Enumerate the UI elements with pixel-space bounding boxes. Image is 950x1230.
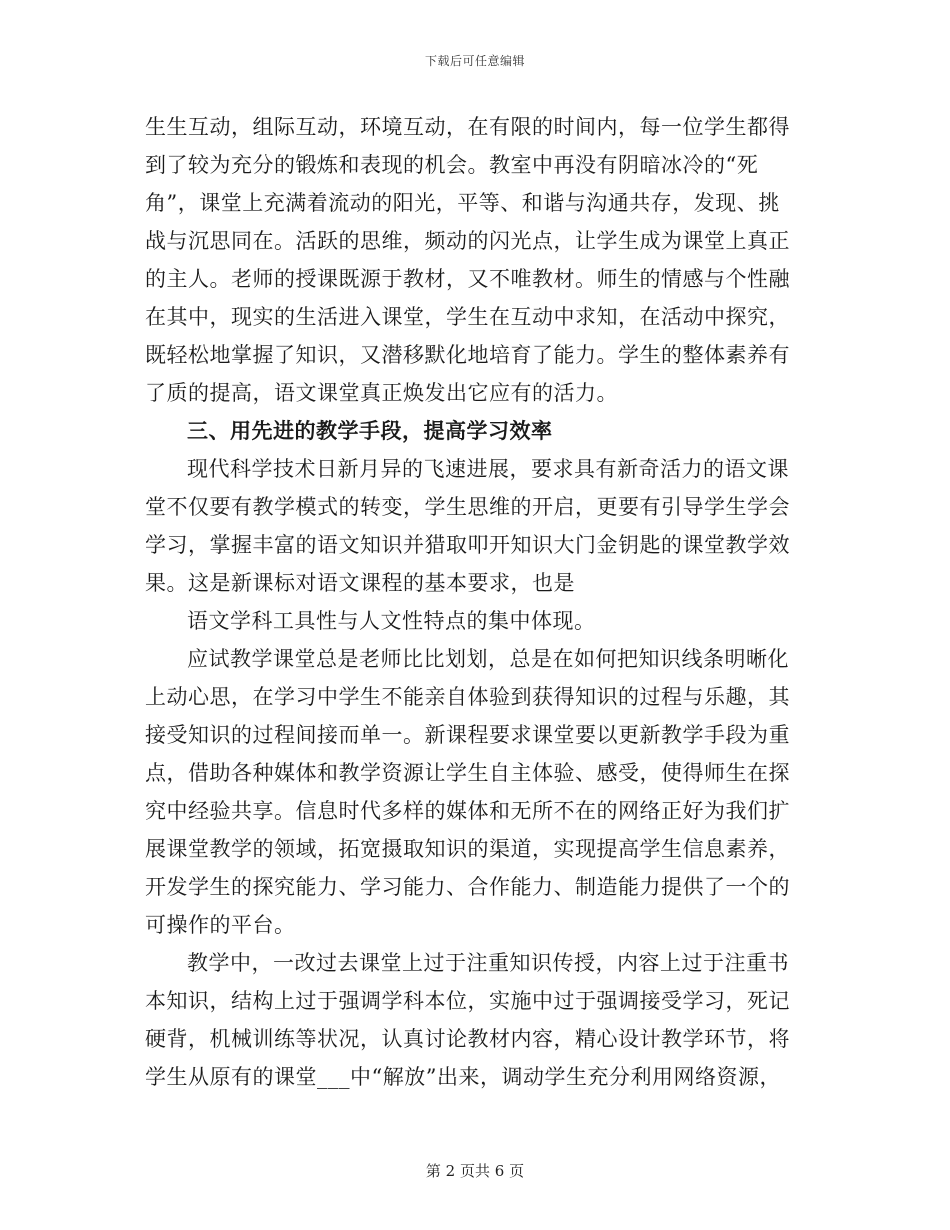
- text-line: 教学中，一改过去课堂上过于注重知识传授，内容上过于注重书: [187, 951, 789, 975]
- text-line: 堂不仅要有教学模式的转变，学生思维的开启，更要有引导学生学会: [145, 495, 790, 519]
- text-line: 生生互动，组际互动，环境互动，在有限的时间内，每一位学生都得: [145, 115, 790, 139]
- text-line: 开发学生的探究能力、学习能力、合作能力、制造能力提供了一个的: [145, 875, 790, 899]
- text-line: 学生从原有的课堂___中“解放”出来，调动学生充分利用网络资源，: [145, 1065, 781, 1089]
- text-line: 上动心思，在学习中学生不能亲自体验到获得知识的过程与乐趣，其: [145, 685, 790, 709]
- text-line: 展课堂教学的领域，拓宽摄取知识的渠道，实现提高学生信息素养，: [145, 837, 790, 861]
- text-line: 语文学科工具性与人文性特点的集中体现。: [187, 609, 596, 633]
- text-line: 本知识，结构上过于强调学科本位，实施中过于强调接受学习，死记: [145, 989, 790, 1013]
- page-footer: 第 2 页共 6 页: [425, 1162, 525, 1180]
- text-line: 到了较为充分的锻炼和表现的机会。教室中再没有阴暗冰冷的“死: [145, 153, 759, 177]
- document-body: [145, 108, 805, 1096]
- text-line: 现代科学技术日新月异的飞速进展，要求具有新奇活力的语文课: [187, 457, 789, 481]
- text-line: 角”，课堂上充满着流动的阳光，平等、和谐与沟通共存，发现、挑: [145, 191, 780, 215]
- text-line: 果。这是新课标对语文课程的基本要求，也是: [145, 571, 575, 595]
- text-line: 既轻松地掌握了知识，又潜移默化地培育了能力。学生的整体素养有: [145, 343, 790, 367]
- text-line: 战与沉思同在。活跃的思维，频动的闪光点，让学生成为课堂上真正: [145, 229, 790, 253]
- text-line: 了质的提高，语文课堂真正焕发出它应有的活力。: [145, 381, 618, 405]
- text-line: 究中经验共享。信息时代多样的媒体和无所不在的网络正好为我们扩: [145, 799, 790, 823]
- page-header: 下载后可任意编辑: [424, 54, 525, 68]
- text-line: 学习，掌握丰富的语文知识并猎取叩开知识大门金钥匙的课堂教学效: [145, 533, 790, 557]
- text-line: 可操作的平台。: [145, 913, 296, 937]
- text-line: 硬背，机械训练等状况，认真讨论教材内容，精心设计教学环节，将: [145, 1027, 790, 1051]
- text-line: 的主人。老师的授课既源于教材，又不唯教材。师生的情感与个性融: [145, 267, 790, 291]
- text-line: 在其中，现实的生活进入课堂，学生在互动中求知，在活动中探究，: [145, 305, 790, 329]
- section-heading: 三、用先进的教学手段，提高学习效率: [187, 418, 553, 443]
- text-line: 应试教学课堂总是老师比比划划，总是在如何把知识线条明晰化: [187, 647, 789, 671]
- text-line: 接受知识的过程间接而单一。新课程要求课堂要以更新教学手段为重: [145, 723, 790, 747]
- text-line: 点，借助各种媒体和教学资源让学生自主体验、感受，使得师生在探: [145, 761, 790, 785]
